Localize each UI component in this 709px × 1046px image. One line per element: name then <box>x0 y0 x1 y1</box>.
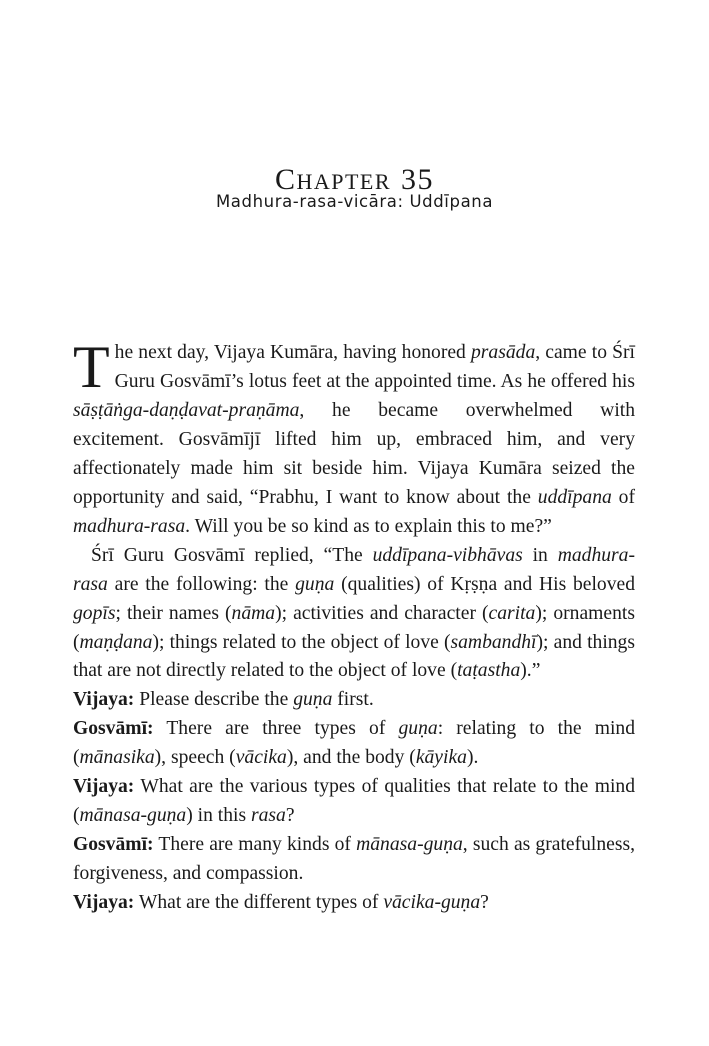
text-run: Please describe the <box>134 689 294 711</box>
italic-term: gopīs <box>73 602 116 624</box>
text-run: (qualities) of Kṛṣṇa and His beloved <box>334 573 635 595</box>
paragraph-opening <box>73 334 635 542</box>
speaker-label: Vijaya: <box>73 776 135 798</box>
dialogue-vijaya-1 <box>73 686 635 715</box>
text-run: ? <box>480 892 489 914</box>
text-run: There are three types of <box>153 718 399 740</box>
italic-term: uddīpana-vibhāvas <box>372 544 523 566</box>
text-run: first. <box>332 689 374 711</box>
text-run: , came to Śrī Guru Gosvāmī’s lotus feet at the appointed time. As he offered his <box>114 342 635 392</box>
dialogue-gosvami-2 <box>73 831 635 889</box>
chapter-title-smallcaps: HAPTER <box>296 169 392 195</box>
italic-term: madhura-rasa <box>73 515 186 537</box>
italic-term: mānasa-guṇa <box>79 805 187 827</box>
text-run: ? <box>285 805 295 827</box>
text-run: : relating to the mind ( <box>73 718 635 769</box>
italic-term: mānasa-guṇa <box>356 834 463 856</box>
italic-term: carita <box>488 602 536 624</box>
text-run: ); ornaments ( <box>73 602 635 653</box>
text-run: ); activities and character ( <box>275 602 489 624</box>
dialogue-gosvami-1 <box>73 715 635 773</box>
text-run: Śrī Guru Gosvāmī replied, “The <box>91 544 373 566</box>
text-run: he next day, Vijaya Kumāra, having honored <box>114 342 471 363</box>
italic-term: kāyika <box>415 747 467 769</box>
speaker-label: Gosvāmī: <box>73 718 154 740</box>
text-run: of <box>611 486 635 508</box>
drop-cap: T <box>73 334 110 400</box>
text-run: are the following: the <box>107 573 296 595</box>
italic-term: uddīpana <box>537 486 612 508</box>
text-run: ); things related to the object of love ( <box>152 631 451 653</box>
chapter-title-initial: C <box>274 163 297 197</box>
text-run: What are the different types of <box>134 892 384 914</box>
text-run: ), speech ( <box>154 747 236 769</box>
text-run: in <box>522 544 558 566</box>
body-text <box>73 334 635 918</box>
italic-term: guṇa <box>293 689 333 711</box>
italic-term: maṇḍana <box>79 631 153 653</box>
text-run: ).” <box>520 660 541 682</box>
speaker-label: Vijaya: <box>73 892 135 914</box>
text-run: . Will you be so kind as to explain this to me?” <box>185 515 552 537</box>
italic-term: madhura-rasa <box>73 544 635 595</box>
text-run: ), and the body ( <box>286 747 416 769</box>
italic-term: guṇa <box>398 718 438 740</box>
speaker-label: Vijaya: <box>73 689 135 711</box>
italic-term: nāma <box>231 602 276 624</box>
italic-term: vācika-guṇa <box>383 892 481 914</box>
italic-term: rasa <box>251 805 286 827</box>
text-run: What are the various types of qualities that relate to the mind ( <box>73 776 635 827</box>
italic-term: sāṣṭāṅga-daṇḍavat-praṇāma <box>73 399 300 421</box>
text-run: ; their names ( <box>115 602 232 624</box>
dialogue-vijaya-2 <box>73 773 635 831</box>
dialogue-vijaya-3 <box>73 889 635 918</box>
text-run: ); and things that are not directly related to the object of love ( <box>73 631 635 682</box>
speaker-label: Gosvāmī: <box>73 834 154 856</box>
italic-term: taṭastha <box>457 660 521 682</box>
italic-term: prasāda <box>471 342 536 363</box>
paragraph-guru-reply <box>73 542 635 687</box>
text-run: , such as gratefulness, forgiveness, and compassion. <box>73 834 635 885</box>
italic-term: vācika <box>235 747 287 769</box>
text-run: ) in this <box>186 805 251 827</box>
chapter-number: 35 <box>401 163 435 197</box>
text-run: , he became overwhelmed with excitement. Gosvāmījī lifted him up, embraced him, and very affectionately made him sit beside him. Vijaya Kumāra seized the opportunity and said, “Prabhu, I want to know about the <box>73 399 635 508</box>
italic-term: guṇa <box>295 573 335 595</box>
italic-term: mānasika <box>79 747 155 769</box>
text-run: There are many kinds of <box>153 834 357 856</box>
chapter-subtitle: Madhura-rasa-vicāra: Uddīpana <box>215 192 494 211</box>
italic-term: sambandhī <box>450 631 537 653</box>
text-run: ). <box>466 747 479 769</box>
